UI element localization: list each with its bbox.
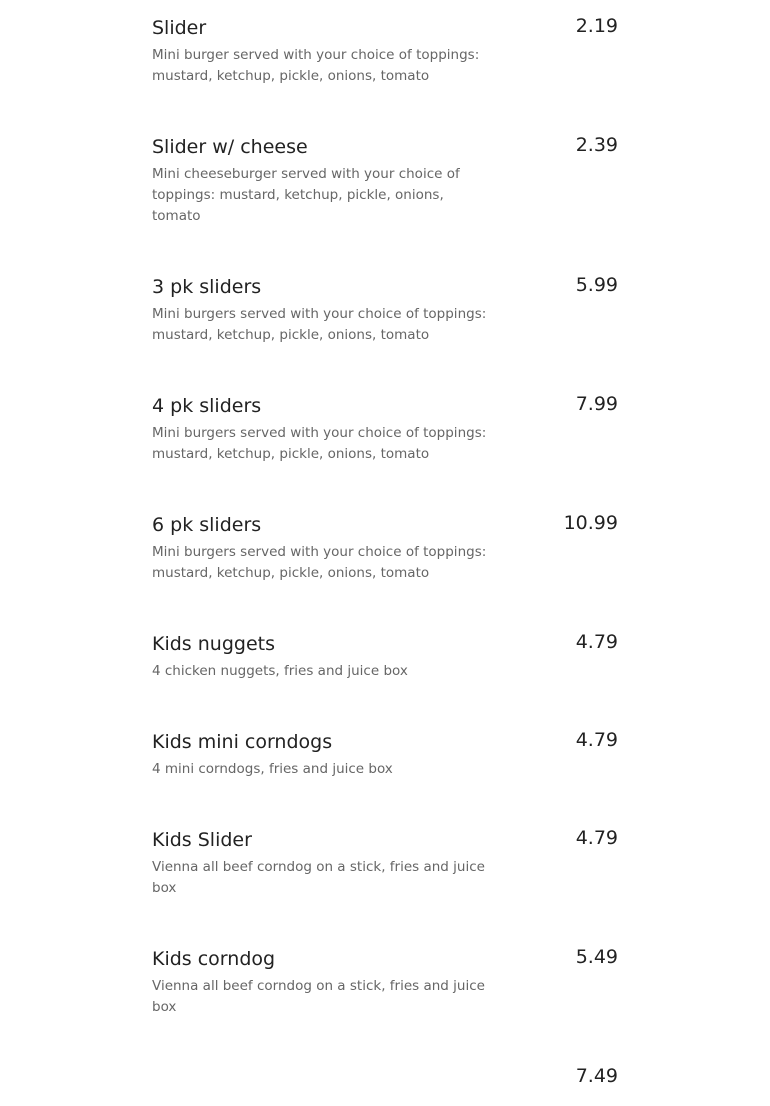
menu-item-price: 4.79 bbox=[575, 631, 618, 653]
menu-item[interactable] bbox=[152, 0, 618, 87]
menu-item-name: Kids nuggets bbox=[152, 633, 275, 655]
menu-item-price: 2.39 bbox=[575, 134, 618, 156]
menu-item-partial[interactable] bbox=[152, 1050, 618, 1087]
menu-item-description: Vienna all beef corndog on a stick, fries and juice box bbox=[152, 859, 485, 896]
menu-item-description: Vienna all beef corndog on a stick, fries and juice box bbox=[152, 978, 485, 1015]
menu-item-name: 4 pk sliders bbox=[152, 395, 262, 417]
menu-item-price: 7.49 bbox=[575, 1065, 618, 1087]
menu-item-name: Slider w/ cheese bbox=[152, 136, 308, 158]
menu-item-name: Kids Slider bbox=[152, 829, 252, 851]
menu-item-price: 10.99 bbox=[563, 512, 618, 534]
menu-item[interactable] bbox=[152, 378, 618, 465]
menu-item-description: Mini burgers served with your choice of toppings: mustard, ketchup, pickle, onions, tomato bbox=[152, 544, 487, 581]
menu-item-description: Mini burger served with your choice of toppings: mustard, ketchup, pickle, onions, tomato bbox=[152, 47, 480, 84]
menu-item[interactable] bbox=[152, 119, 618, 227]
menu-item-price: 4.79 bbox=[575, 729, 618, 751]
menu-item[interactable] bbox=[152, 931, 618, 1018]
menu-item-description: 4 mini corndogs, fries and juice box bbox=[152, 761, 393, 777]
menu-item-price: 2.19 bbox=[575, 15, 618, 37]
menu-item-price: 7.99 bbox=[575, 393, 618, 415]
menu-item[interactable] bbox=[152, 497, 618, 584]
menu-item-name: 6 pk sliders bbox=[152, 514, 262, 536]
menu-item[interactable] bbox=[152, 812, 618, 899]
menu-item-description: 4 chicken nuggets, fries and juice box bbox=[152, 663, 408, 679]
menu-item-name: 3 pk sliders bbox=[152, 276, 262, 298]
menu-item-name: Kids mini corndogs bbox=[152, 731, 333, 753]
menu-item[interactable] bbox=[152, 259, 618, 346]
menu-item-price: 5.99 bbox=[575, 274, 618, 296]
menu-item-description: Mini burgers served with your choice of toppings: mustard, ketchup, pickle, onions, tomato bbox=[152, 425, 487, 462]
menu-item-name: Kids corndog bbox=[152, 948, 276, 970]
menu-item[interactable] bbox=[152, 616, 618, 682]
menu-list bbox=[152, 0, 618, 1094]
menu-item-description: Mini cheeseburger served with your choice of toppings: mustard, ketchup, pickle, onions, tomato bbox=[152, 166, 460, 224]
menu-item-description: Mini burgers served with your choice of toppings: mustard, ketchup, pickle, onions, tomato bbox=[152, 306, 487, 343]
menu-item-name: Slider bbox=[152, 17, 207, 39]
menu-item[interactable] bbox=[152, 714, 618, 780]
menu-item-price: 5.49 bbox=[575, 946, 618, 968]
menu-item-price: 4.79 bbox=[575, 827, 618, 849]
